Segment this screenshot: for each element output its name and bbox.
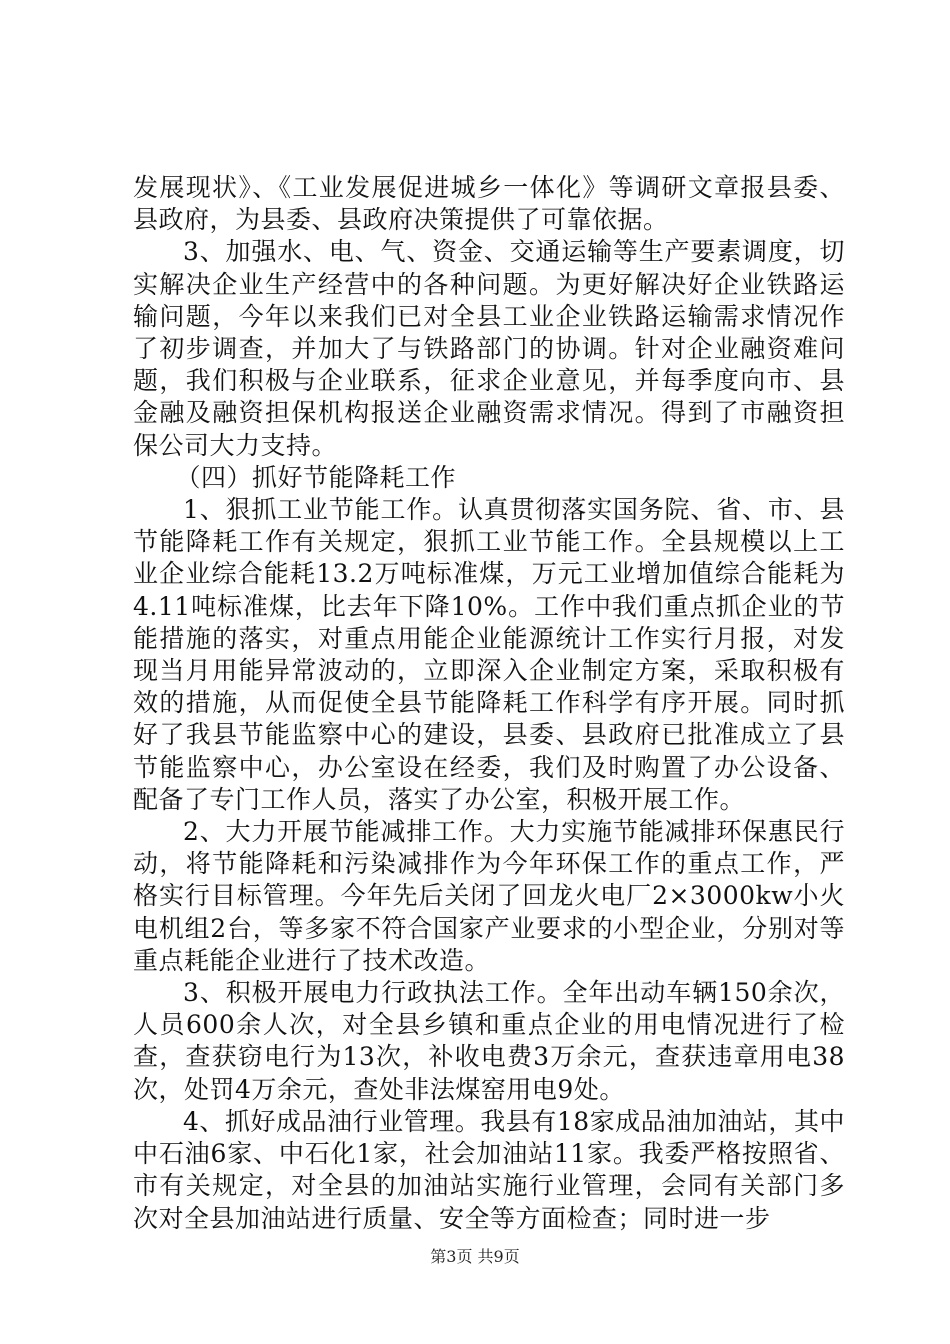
paragraph-industrial-energy-saving: 1、狠抓工业节能工作。认真贯彻落实国务院、省、市、县节能降耗工作有关规定，狠抓工业节能工作。全县规模以上工业企业综合能耗13.2万吨标准煤，万元工业增加值综合能耗为4.11吨标准煤，比去年下降10%。工作中我们重点抓企业的节能措施的落实，对重点用能企业能源统计工作实行月报，对发现当月用能异常波动的，立即深入企业制定方案，采取积极有效的措施，从而促使全县节能降耗工作科学有序开展。同时抓好了我县节能监察中心的建设，县委、县政府已批准成立了县节能监察中心，办公室设在经委，我们及时购置了办公设备、配备了专门工作人员，落实了办公室，积极开展工作。 [133, 495, 845, 814]
document-body [133, 172, 845, 1235]
paragraph-production-factors: 3、加强水、电、气、资金、交通运输等生产要素调度，切实解决企业生产经营中的各种问题。为更好解决好企业铁路运输问题，今年以来我们已对全县工业企业铁路运输需求情况作了初步调查，并加大了与铁路部门的协调。针对企业融资难问题，我们积极与企业联系，征求企业意见，并每季度向市、县金融及融资担保机构报送企业融资需求情况。得到了市融资担保公司大力支持。 [133, 237, 845, 460]
section-heading-energy-saving: （四）抓好节能降耗工作 [175, 462, 457, 492]
paragraph-oil-industry-management: 4、抓好成品油行业管理。我县有18家成品油加油站，其中中石油6家、中石化1家，社会加油站11家。我委严格按照省、市有关规定，对全县的加油站实施行业管理，会同有关部门多次对全县加油站进行质量、安全等方面检查；同时进一步 [133, 1106, 845, 1233]
paragraph-emission-reduction: 2、大力开展节能减排工作。大力实施节能减排环保惠民行动，将节能降耗和污染减排作为今年环保工作的重点工作，严格实行目标管理。今年先后关闭了回龙火电厂2×3000kw小火电机组2台，等多家不符合国家产业要求的小型企业，分别对等重点耗能企业进行了技术改造。 [133, 817, 845, 975]
paragraph-survey-reports: 发展现状》、《工业发展促进城乡一体化》等调研文章报县委、县政府，为县委、县政府决策提供了可靠依据。 [133, 173, 845, 235]
page-number-footer: 第3页 共9页 [430, 1247, 520, 1266]
paragraph-power-law-enforcement: 3、积极开展电力行政执法工作。全年出动车辆150余次，人员600余人次，对全县乡镇和重点企业的用电情况进行了检查，查获窃电行为13次，补收电费3万余元，查获违章用电38次，处罚4万余元，查处非法煤窑用电9处。 [133, 978, 845, 1104]
